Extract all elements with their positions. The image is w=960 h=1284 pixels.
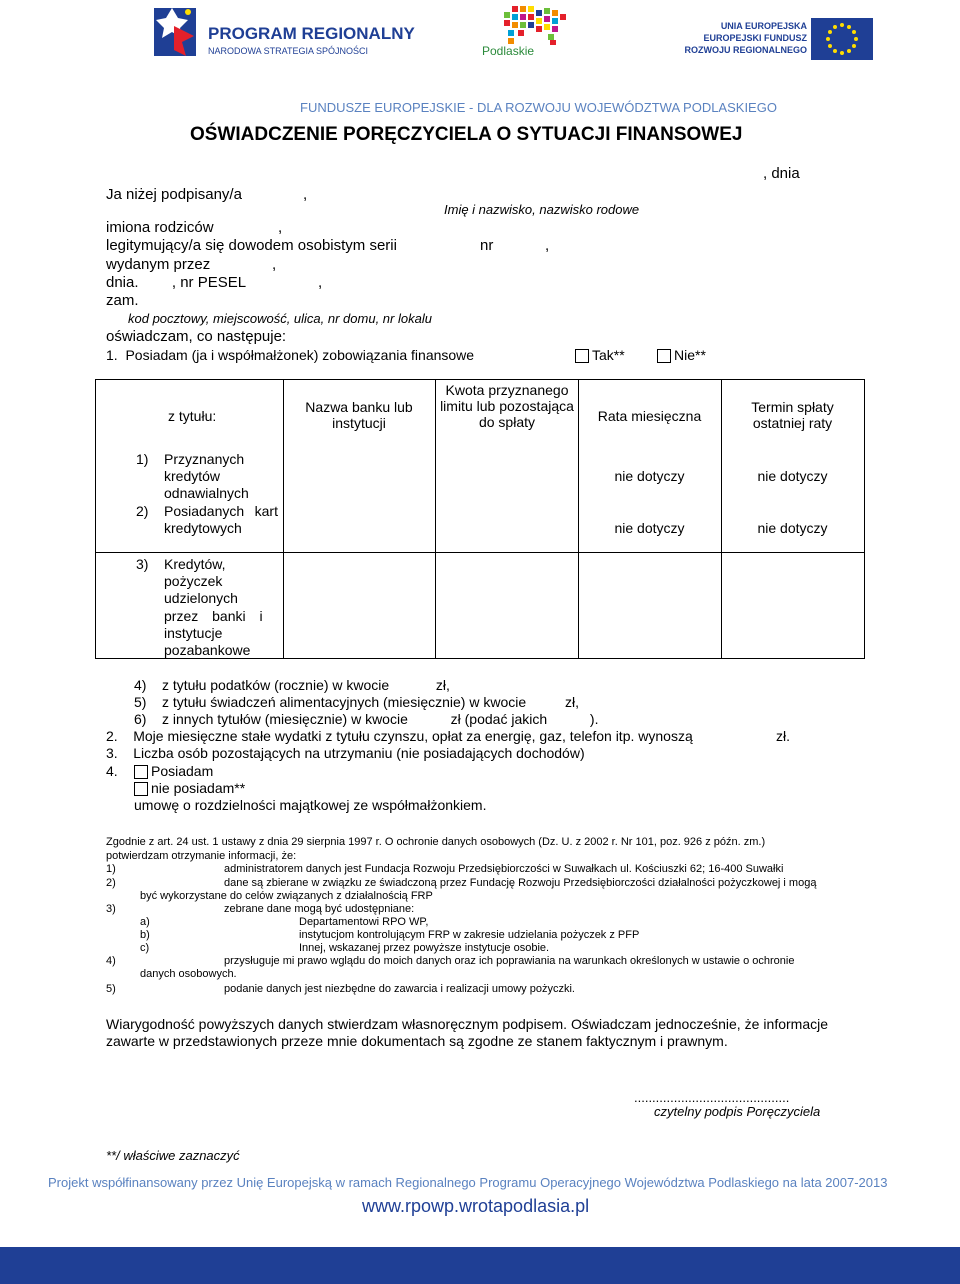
- row-3-line: pozabankowe: [164, 642, 251, 659]
- gdpr-3: zebrane dane mogą być udostępniane:: [224, 903, 415, 915]
- row-3-line: pożyczek: [164, 573, 223, 590]
- id-comma: ,: [545, 237, 550, 254]
- item-6: 6) z innych tytułów (miesięcznie) w kwocie zł (podać jakich ).: [134, 711, 599, 727]
- id-nr-label: nr: [480, 237, 494, 254]
- address-hint: kod pocztowy, miejscowość, ulica, nr domu, nr lokalu: [128, 311, 432, 326]
- point-3: 3. Liczba osób pozostających na utrzymaniu (nie posiadających dochodów): [106, 745, 585, 761]
- gdpr-4b: danych osobowych.: [140, 968, 237, 980]
- row-2-label: Posiadanych kart kredytowych: [164, 503, 278, 536]
- gdpr-3-num: 3): [106, 903, 116, 915]
- podlaskie-logo: [478, 4, 586, 60]
- footnote: **/ właściwe zaznaczyć: [106, 1148, 240, 1163]
- checkbox-no[interactable]: [657, 349, 671, 363]
- eu-line-2: EUROPEJSKI FUNDUSZ: [703, 33, 807, 43]
- residence-label: zam.: [106, 292, 139, 309]
- rate-1: nie dotyczy: [614, 468, 685, 484]
- pesel-comma: ,: [318, 274, 323, 291]
- issued-comma: ,: [272, 256, 277, 273]
- issued-by-label: wydanym przez: [106, 256, 211, 273]
- program-regionalny-logo: [152, 6, 415, 58]
- gdpr-4-num: 4): [106, 955, 116, 967]
- col-header-term: Termin spłaty ostatniej raty: [751, 399, 834, 431]
- program-subtitle: NARODOWA STRATEGIA SPÓJNOŚCI: [208, 46, 369, 56]
- point-1-label: 1. Posiadam (ja i współmałżonek) zobowiązania finansowe: [106, 347, 475, 363]
- row-3-line: Kredytów,: [164, 556, 226, 572]
- rate-2: nie dotyczy: [614, 520, 685, 536]
- gdpr-1: administratorem danych jest Fundacja Rozwoju Przedsiębiorczości w Suwałkach ul. Kościuszki 62; 16-400 Suwałki: [224, 863, 784, 875]
- point-4-rest: umowę o rozdzielności majątkowej ze współmałżonkiem.: [134, 797, 487, 813]
- cofinancing-line: Projekt współfinansowany przez Unię Europejską w ramach Regionalnego Programu Operacyjnego Województwa Podlaskiego na lata 2007-2013: [48, 1175, 888, 1190]
- eu-line-3: ROZWOJU REGIONALNEGO: [684, 45, 807, 55]
- page-title: OŚWIADCZENIE PORĘCZYCIELA O SYTUACJI FINANSOWEJ: [190, 124, 743, 145]
- point-4-option-2-label: nie posiadam**: [151, 780, 246, 796]
- option-yes-label: Tak**: [592, 347, 625, 363]
- col-header-rate: Rata miesięczna: [597, 408, 702, 424]
- signature-label: czytelny podpis Poręczyciela: [654, 1104, 821, 1119]
- nss-emblem-icon: [152, 6, 200, 58]
- parents-comma: ,: [278, 219, 283, 236]
- option-yes[interactable]: [575, 347, 625, 363]
- checkbox-posiadam[interactable]: [134, 765, 148, 779]
- option-no-label: Nie**: [674, 347, 706, 363]
- parents-label: imiona rodziców: [106, 219, 214, 236]
- point-4-option-1[interactable]: [134, 763, 213, 779]
- option-no[interactable]: [657, 347, 706, 363]
- id-series-label: legitymujący/a się dowodem osobistym serii: [106, 237, 397, 254]
- footer-url[interactable]: www.rpowp.wrotapodlasia.pl: [362, 1196, 590, 1216]
- date-label: , dnia: [763, 165, 800, 182]
- date-pesel-label: dnia. , nr PESEL: [106, 274, 247, 291]
- gdpr-section: [106, 832, 828, 1002]
- funds-line: FUNDUSZE EUROPEJSKIE - DLA ROZWOJU WOJEWÓDZTWA PODLASKIEGO: [300, 100, 777, 115]
- credibility-statement: Wiarygodność powyższych danych stwierdzam własnoręcznym podpisem. Oświadczam jednocześnie, że informacje zawarte w przedstawionych przeze mnie dokumentach są zgodne ze stanem faktycznym i prawnym.: [106, 1016, 828, 1049]
- row-3-label: [164, 556, 278, 659]
- col-header-bank: Nazwa banku lub instytucji: [305, 399, 413, 431]
- obligations-table: [95, 379, 865, 659]
- signer-label: Ja niżej podpisany/a: [106, 186, 242, 203]
- gdpr-5-num: 5): [106, 983, 116, 995]
- row-1-label: Przyznanych kredytów odnawialnych: [164, 451, 249, 501]
- gdpr-4: przysługuje mi prawo wglądu do moich danych oraz ich poprawiania na warunkach określonych w ustawie o ochronie: [224, 955, 795, 967]
- row-2-num: 2): [136, 503, 149, 519]
- eu-logo: [684, 18, 877, 62]
- gdpr-1-num: 1): [106, 863, 116, 875]
- name-hint: Imię i nazwisko, nazwisko rodowe: [444, 202, 640, 217]
- col-header-title: z tytułu:: [168, 408, 217, 424]
- gdpr-intro: Zgodnie z art. 24 ust. 1 ustawy z dnia 29 sierpnia 1997 r. O ochronie danych osobowych (Dz. U. z 2002 r. Nr 101, poz. 926 z późn. zm.): [106, 836, 766, 848]
- term-2: nie dotyczy: [757, 520, 828, 536]
- row-3-line: przez banki i: [164, 607, 263, 624]
- bison-mosaic-icon: [478, 4, 586, 46]
- gdpr-b: instytucjom kontrolującym FRP w zakresie udzielania pożyczek z PFP: [299, 929, 640, 941]
- program-title: PROGRAM REGIONALNY: [208, 24, 415, 43]
- region-name: Podlaskie: [482, 44, 535, 58]
- point-4-num: 4.: [106, 763, 118, 779]
- row-3-line: udzielonych: [164, 590, 238, 607]
- row-3-line: instytucje: [164, 624, 223, 641]
- gdpr-a: Departamentowi RPO WP,: [299, 916, 429, 928]
- gdpr-2-num: 2): [106, 877, 116, 889]
- gdpr-intro-2: potwierdzam otrzymanie informacji, że:: [106, 850, 297, 862]
- item-4: 4) z tytułu podatków (rocznie) w kwocie zł,: [134, 677, 450, 693]
- item-5: 5) z tytułu świadczeń alimentacyjnych (miesięcznie) w kwocie zł,: [134, 694, 580, 710]
- signer-comma: ,: [303, 186, 308, 203]
- point-2-unit: zł.: [776, 728, 790, 744]
- point-2: 2. Moje miesięczne stałe wydatki z tytułu czynszu, opłat za energię, gaz, telefon itp. wynoszą: [106, 728, 693, 744]
- signature-line: ...........................................: [634, 1090, 790, 1105]
- row-3-num: 3): [136, 556, 149, 572]
- gdpr-2: dane są zbierane w związku ze świadczoną przez Fundację Rozwoju Przedsiębiorczości działalności pożyczkowej i mogą: [224, 877, 817, 889]
- checkbox-yes[interactable]: [575, 349, 589, 363]
- declare-label: oświadczam, co następuje:: [106, 328, 287, 345]
- gdpr-c: Innej, wskazanej przez powyższe instytucje osobie.: [299, 942, 550, 954]
- gdpr-a-num: a): [140, 916, 150, 928]
- point-4-option-1-label: Posiadam: [151, 763, 214, 779]
- term-1: nie dotyczy: [757, 468, 828, 484]
- col-header-amount: Kwota przyznanego limitu lub pozostająca do spłaty: [440, 382, 574, 430]
- eu-flag-icon: [811, 18, 873, 60]
- row-1-num: 1): [136, 451, 149, 467]
- point-4-option-2[interactable]: [134, 780, 245, 796]
- gdpr-2b: być wykorzystane do celów związanych z działalnością FRP: [140, 890, 433, 902]
- checkbox-nie-posiadam[interactable]: [134, 782, 148, 796]
- footer-bar: [0, 1247, 960, 1284]
- gdpr-c-num: c): [140, 942, 150, 954]
- gdpr-5: podanie danych jest niezbędne do zawarcia i realizacji umowy pożyczki.: [224, 983, 575, 995]
- eu-line-1: UNIA EUROPEJSKA: [720, 21, 807, 31]
- gdpr-b-num: b): [140, 929, 150, 941]
